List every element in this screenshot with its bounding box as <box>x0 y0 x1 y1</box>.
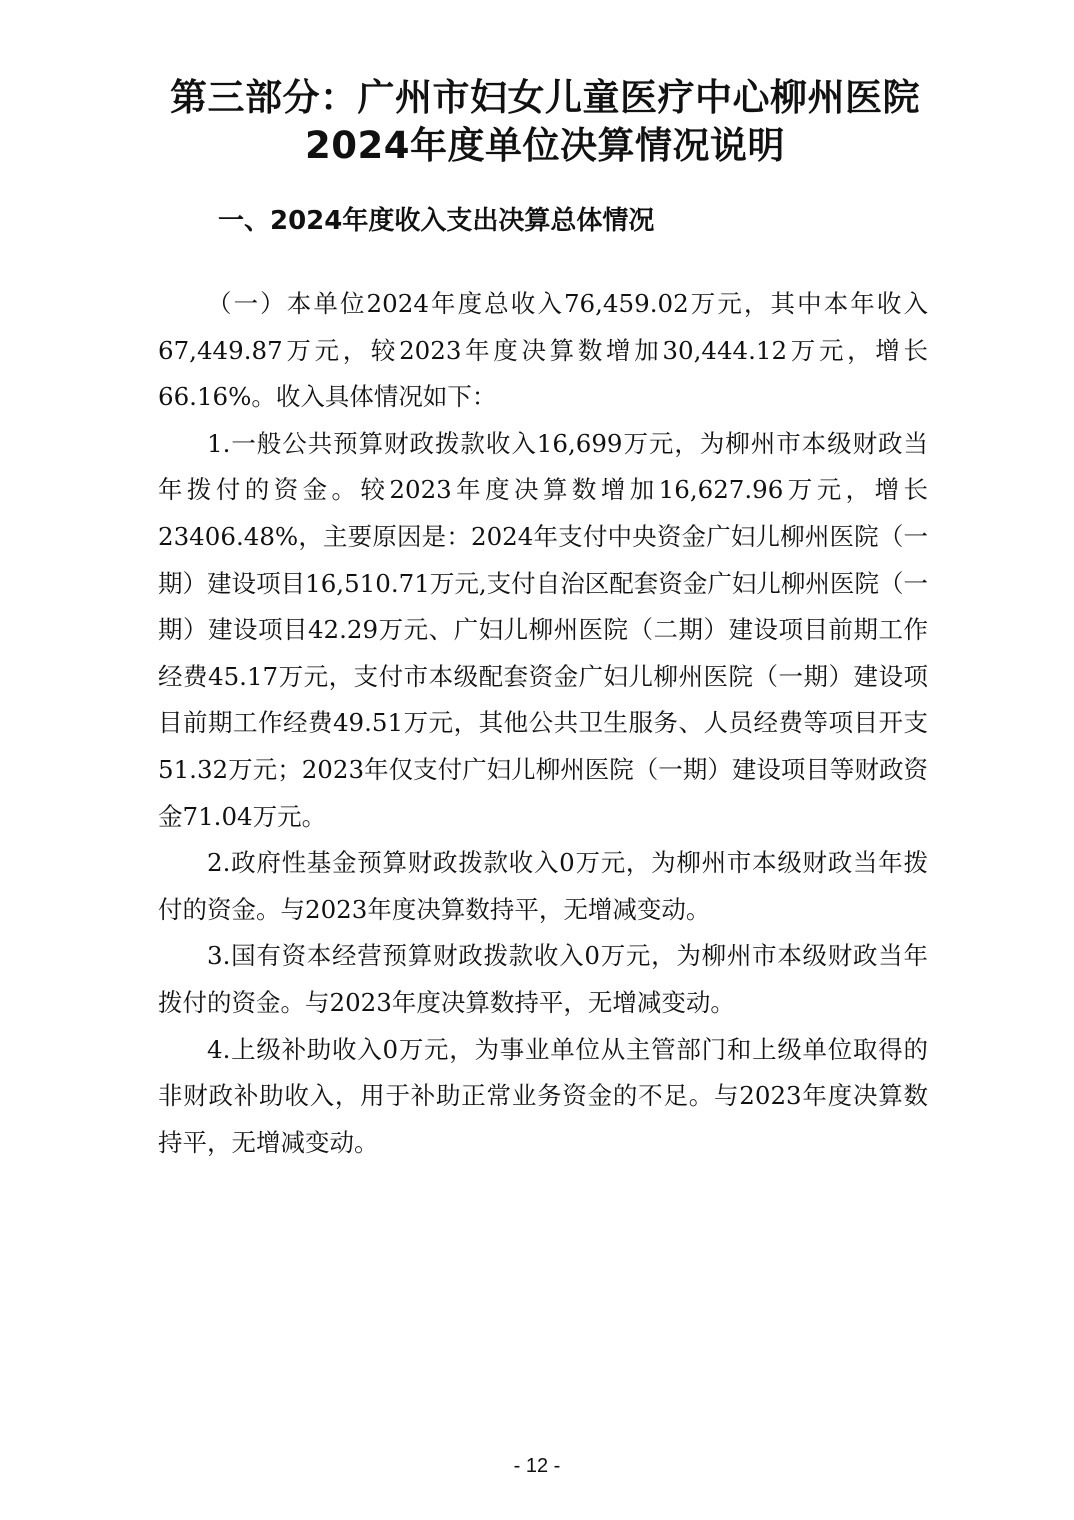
page-number: - 12 - <box>513 1455 561 1477</box>
page-title: 第三部分：广州市妇女儿童医疗中心柳州医院2024年度单位决算情况说明 <box>170 76 920 167</box>
document-body <box>158 281 928 1166</box>
paragraph-superior-subsidy-income: 4.上级补助收入0万元，为事业单位从主管部门和上级单位取得的非财政补助收入，用于补助正常业务资金的不足。与2023年度决算数持平，无增减变动。 <box>158 1034 928 1157</box>
paragraph-government-fund-income: 2.政府性基金预算财政拨款收入0万元，为柳州市本级财政当年拨付的资金。与2023年度决算数持平，无增减变动。 <box>158 848 928 924</box>
section-heading: 一、2024年度收入支出决算总体情况 <box>218 206 655 236</box>
paragraph-general-budget-income: 1.一般公共预算财政拨款收入16,699万元，为柳州市本级财政当年拨付的资金。较2023年度决算数增加16,627.96万元，增长23406.48%，主要原因是：2024年支付中央资金广妇儿柳州医院（一期）建设项目16,510.71万元,支付自治区配套资金广妇儿柳州医院（一期）建设项目42.29万元、广妇儿柳州医院（二期）建设项目前期工作经费45.17万元，支付市本级配套资金广妇儿柳州医院（一期）建设项目前期工作经费49.51万元，其他公共卫生服务、人员经费等项目开支51.32万元；2023年仅支付广妇儿柳州医院（一期）建设项目等财政资金71.04万元。 <box>158 428 928 831</box>
paragraph-state-capital-income: 3.国有资本经营预算财政拨款收入0万元，为柳州市本级财政当年拨付的资金。与2023年度决算数持平，无增减变动。 <box>158 941 928 1017</box>
paragraph-total-income: （一）本单位2024年度总收入76,459.02万元，其中本年收入67,449.87万元，较2023年度决算数增加30,444.12万元，增长66.16%。收入具体情况如下： <box>158 289 928 412</box>
